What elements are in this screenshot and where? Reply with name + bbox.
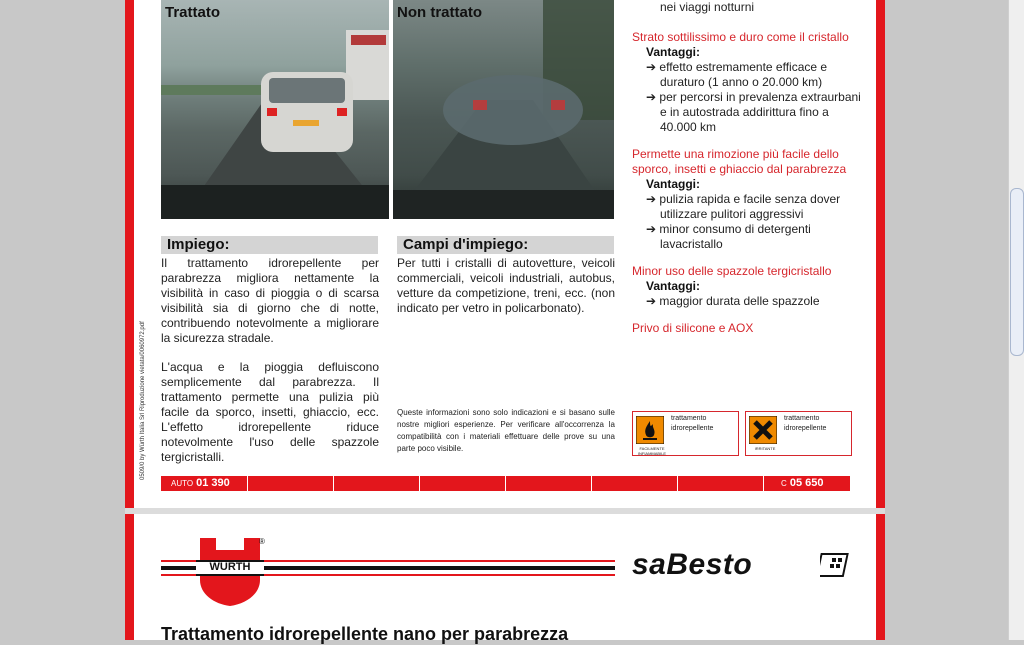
scrollbar-thumb[interactable]: [1010, 188, 1024, 356]
article-code-left: AUTO 01 390: [171, 477, 230, 489]
strip-cell: [591, 476, 678, 491]
right-column: [632, 0, 862, 336]
untreated-road-scene: [393, 0, 614, 219]
strip-cell: [677, 476, 764, 491]
hazard-box-flammable: [632, 411, 739, 456]
arrow-icon: ➔: [646, 192, 657, 206]
impiego-heading: Impiego:: [161, 236, 378, 254]
feature-3-title: Minor uso delle spazzole tergicristallo: [632, 264, 832, 278]
x-cross-icon: [749, 416, 777, 444]
impiego-paragraph-1: Il trattamento idrorepellente per parabrezza migliora nettamente la visibilità in caso di pioggia o di scarsa visibilità sia di giorno che di notte, contribuendo notevolmente a migliorare la sicurezza stradale.: [161, 256, 379, 345]
arrow-icon: ➔: [646, 222, 657, 236]
sabesto-logo: saBesto: [632, 548, 753, 581]
campi-paragraph: Per tutti i cristalli di autovetture, veicoli commerciali, veicoli industriali, autobus, vetture da competizione, treni, ecc. (non indicato per vetro in policarbonato).: [397, 256, 615, 315]
treated-road-scene: [161, 0, 389, 219]
feature-2-title: Permette una rimozione più facile dello sporco, insetti e ghiaccio dal parabrezza: [632, 147, 847, 176]
strip-cell: [333, 476, 420, 491]
right-red-border: [876, 0, 885, 640]
arrow-icon: ➔: [646, 294, 657, 308]
hazard-caption: FACILMENTE INFIAMMABILE: [637, 446, 667, 456]
article-code-right: C 05 650: [781, 477, 824, 489]
feature-2-vantaggi: Vantaggi:: [646, 177, 701, 191]
hazard-text: trattamento idrorepellente: [784, 415, 827, 432]
hazard-text: trattamento idrorepellente: [671, 415, 714, 432]
arrow-icon: ➔: [646, 90, 657, 104]
left-red-border: [125, 0, 134, 640]
silicone-free-note: Privo di silicone e AOX: [632, 321, 754, 335]
feature-3-bullet-1: ➔ maggior durata delle spazzole: [646, 294, 820, 308]
strip-cell: [505, 476, 592, 491]
arrow-icon: ➔: [646, 60, 657, 74]
product-title: Trattamento idrorepellente nano per parabrezza: [161, 624, 569, 644]
feature-1-bullet-2: ➔ per percorsi in prevalenza extraurbani e in autostrada addirittura fino a 40.000 km: [646, 90, 861, 134]
cut-off-bullet: nei viaggi notturni: [660, 0, 755, 14]
feature-1-title: Strato sottilissimo e duro come il cristallo: [632, 30, 849, 44]
hazard-box-irritant: [745, 411, 852, 456]
photo-treated: [161, 0, 389, 219]
hazard-caption: IRRITANTE: [754, 446, 776, 451]
registered-mark: ®: [259, 537, 265, 546]
treated-label: Trattato: [165, 4, 221, 21]
vertical-copyright-note: 0509/0 by Würth Italia Srl Riproduzione vietata/0060972.pdf: [140, 321, 146, 480]
page-separator: [125, 508, 885, 514]
impiego-paragraph-2: L'acqua e la pioggia defluiscono semplicemente dal parabrezza. Il trattamento permette una pulizia più facile da sporco, insetti, ghiaccio, ecc. L'effetto idrorepellente riduce notevolmente l'uso delle spazzole tergicristalli.: [161, 360, 379, 464]
untreated-label: Non trattato: [397, 4, 482, 21]
feature-1-bullet-1: ➔ effetto estremamente efficace e duraturo (1 anno o 20.000 km): [646, 60, 828, 89]
wurth-wordmark: WÜRTH: [209, 561, 251, 573]
sabesto-mark-icon: [820, 552, 850, 578]
feature-2-bullet-2: ➔ minor consumo di detergenti lavacristallo: [646, 222, 811, 251]
feature-2-bullet-1: ➔ pulizia rapida e facile senza dover utilizzare pulitori aggressivi: [646, 192, 841, 221]
photo-untreated: [393, 0, 614, 219]
campi-heading: Campi d'impiego:: [397, 236, 614, 254]
article-code-strip: [161, 476, 850, 491]
strip-cell: [419, 476, 506, 491]
feature-1-vantaggi: Vantaggi:: [646, 45, 701, 59]
flame-icon: [636, 416, 664, 444]
disclaimer-text: Queste informazioni sono solo indicazioni e si basano sulle nostre migliori esperienze. Per verificare all'occorrenza la compatibilità con i materiali effettuare delle prove su una parte poco visibile.: [397, 408, 615, 453]
strip-cell: [247, 476, 334, 491]
feature-3-vantaggi: Vantaggi:: [646, 279, 701, 293]
